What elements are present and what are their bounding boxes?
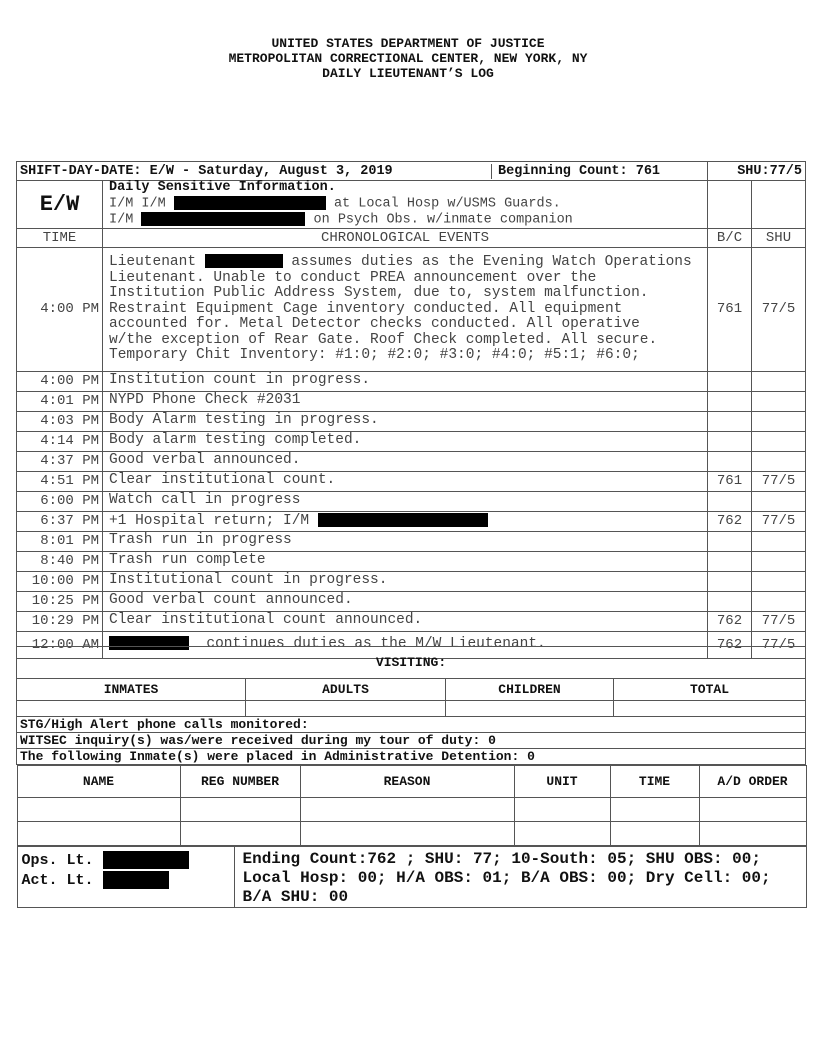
event-time-value: 8:40 PM (40, 553, 99, 570)
event-time-value: 4:37 PM (40, 453, 99, 470)
event-text-value: Body alarm testing completed. (109, 432, 362, 449)
event-text (103, 491, 708, 511)
ad-header-order: A/D ORDER (699, 766, 806, 798)
summary-row (17, 162, 806, 181)
agency-name: UNITED STATES DEPARTMENT OF JUSTICE (271, 36, 545, 51)
event-text-value: Watch call in progress (109, 492, 301, 509)
event-time (17, 551, 103, 571)
event-shu (752, 611, 806, 631)
event-time-value: 10:00 PM (31, 573, 99, 590)
event-bc: 761 (708, 247, 752, 371)
ad-row (17, 822, 806, 846)
redaction (205, 254, 283, 268)
event-text (103, 591, 708, 611)
event-text-value: Body Alarm testing in progress. (109, 412, 379, 429)
event-row (17, 511, 806, 531)
event-row (17, 591, 806, 611)
event-row (17, 451, 806, 471)
event-text-value: Good verbal announced. (109, 452, 301, 469)
event-bc (708, 591, 752, 611)
visiting-title: VISITING: (17, 647, 806, 679)
event-time-value: 4:03 PM (40, 413, 99, 430)
event-time (17, 391, 103, 411)
redaction (318, 513, 488, 527)
event-bc (708, 531, 752, 551)
event-shu: 77/5 (752, 247, 806, 371)
log-title: DAILY LIEUTENANT’S LOG (322, 66, 494, 81)
event-time-value: 6:00 PM (40, 493, 99, 510)
event-shu (752, 491, 806, 511)
sensitive-line2-suffix: on Psych Obs. w/inmate companion (313, 212, 573, 228)
event-bc (708, 431, 752, 451)
event-text (103, 247, 708, 371)
event-text-value: Trash run in progress (109, 532, 292, 549)
event-time-value: 4:00 PM (40, 373, 99, 390)
event-row (17, 247, 806, 371)
event-shu (752, 371, 806, 391)
col-shu: SHU (752, 228, 806, 247)
event-shu (752, 591, 806, 611)
event-time (17, 451, 103, 471)
event-bc (708, 551, 752, 571)
event-shu-value: 77/5 (761, 513, 796, 530)
log-table (16, 161, 806, 659)
event-shu (752, 431, 806, 451)
event-text (103, 531, 708, 551)
event-bc-value: 762 (716, 513, 743, 530)
event-text-line: Lieutenant. Unable to conduct PREA announcement over the (109, 269, 597, 286)
visiting-adults-cell (246, 701, 446, 717)
event-time (17, 611, 103, 631)
event-text (103, 431, 708, 451)
redaction (174, 196, 326, 210)
event-bc-value: 761 (716, 473, 743, 490)
event-time (17, 491, 103, 511)
event-bc (708, 371, 752, 391)
sensitive-line1-suffix: at Local Hosp w/USMS Guards. (333, 196, 561, 212)
event-text-line: w/the exception of Rear Gate. Roof Check completed. All secure. (109, 331, 658, 348)
ad-header-name: NAME (17, 766, 180, 798)
stg-note: STG/High Alert phone calls monitored: (17, 717, 806, 733)
ad-row (17, 798, 806, 822)
event-time-value: 12:00 AM (31, 636, 99, 653)
visiting-header-adults: ADULTS (246, 679, 446, 701)
event-bc (708, 391, 752, 411)
event-text (103, 511, 708, 531)
event-bc (708, 471, 752, 491)
event-shu-value: 77/5 (761, 613, 796, 630)
event-time (17, 571, 103, 591)
event-row (17, 471, 806, 491)
event-text-line: Restraint Equipment Cage inventory conducted. All equipment (109, 300, 623, 317)
event-time (17, 511, 103, 531)
event-text-value: Clear institutional count. (109, 472, 336, 489)
sensitive-line2-prefix: I/M (109, 212, 134, 228)
event-text-line: assumes duties as the Evening Watch Operations (291, 254, 692, 271)
event-text-value: Institution count in progress. (109, 372, 371, 389)
lower-section (16, 646, 806, 908)
event-bc-value: 762 (716, 613, 743, 630)
column-headers (17, 228, 806, 247)
event-bc (708, 491, 752, 511)
event-shu (752, 531, 806, 551)
visiting-total-cell (614, 701, 806, 717)
event-time (17, 411, 103, 431)
event-text-line: accounted for. Metal Detector checks conducted. All operative (109, 316, 640, 333)
event-time (17, 591, 103, 611)
event-text-line: Institution Public Address System, due to, system malfunction. (109, 285, 649, 302)
event-shu (752, 451, 806, 471)
ad-note: The following Inmate(s) were placed in Administrative Detention: 0 (17, 749, 806, 765)
event-text-line: Temporary Chit Inventory: #1:0; #2:0; #3:0; #4:0; #5:1; #6:0; (109, 347, 640, 364)
event-text (103, 451, 708, 471)
footer (17, 846, 807, 908)
event-shu-value: 77/5 (761, 636, 796, 653)
event-time-value: 10:29 PM (31, 613, 99, 630)
event-bc (708, 411, 752, 431)
col-events: CHRONOLOGICAL EVENTS (103, 228, 708, 247)
event-time-value: 8:01 PM (40, 533, 99, 550)
event-text (103, 611, 708, 631)
event-bc (708, 451, 752, 471)
ad-header-unit: UNIT (514, 766, 610, 798)
event-text-value: Trash run complete (109, 552, 266, 569)
shu-count: SHU:77/5 (708, 162, 806, 181)
event-text (103, 391, 708, 411)
event-text-value: +1 Hospital return; I/M (109, 512, 310, 529)
event-row (17, 371, 806, 391)
ad-header-reason: REASON (300, 766, 514, 798)
event-time (17, 431, 103, 451)
event-shu (752, 511, 806, 531)
act-lt-label: Act. Lt. (21, 872, 94, 889)
visiting-header-children: CHILDREN (446, 679, 614, 701)
event-shu (752, 571, 806, 591)
event-time: 4:00 PM (17, 247, 103, 371)
redaction (103, 871, 169, 889)
beginning-count: Beginning Count: 761 (498, 163, 661, 179)
redaction (141, 212, 305, 226)
event-row (17, 531, 806, 551)
event-time (17, 531, 103, 551)
event-row (17, 391, 806, 411)
sensitive-title: Daily Sensitive Information. (109, 180, 336, 195)
ad-header-reg: REG NUMBER (180, 766, 300, 798)
ad-header-time: TIME (610, 766, 699, 798)
event-text (103, 371, 708, 391)
visiting-header-total: TOTAL (614, 679, 806, 701)
event-row (17, 611, 806, 631)
event-row (17, 411, 806, 431)
col-time: TIME (17, 228, 103, 247)
event-time (17, 471, 103, 491)
event-row (17, 571, 806, 591)
facility-name: METROPOLITAN CORRECTIONAL CENTER, NEW YORK, NY (228, 51, 588, 66)
event-bc (708, 511, 752, 531)
event-time-value: 6:37 PM (40, 513, 99, 530)
event-time-value: 4:14 PM (40, 433, 99, 450)
event-text (103, 471, 708, 491)
col-bc: B/C (708, 228, 752, 247)
event-text (103, 571, 708, 591)
event-bc-value: 762 (716, 636, 743, 653)
sensitive-line1-prefix: I/M I/M (109, 196, 166, 212)
event-bc (708, 571, 752, 591)
event-text-value: continues duties as the M/W Lieutenant. (206, 636, 546, 653)
event-text (103, 411, 708, 431)
event-text-prefix: Lieutenant (109, 254, 197, 271)
event-row (17, 551, 806, 571)
event-shu (752, 551, 806, 571)
event-time-value: 4:01 PM (40, 393, 99, 410)
event-shu (752, 391, 806, 411)
event-time-value: 10:25 PM (31, 593, 99, 610)
event-shu-value: 77/5 (761, 473, 796, 490)
event-row (17, 431, 806, 451)
event-time (17, 371, 103, 391)
event-shu (752, 411, 806, 431)
event-shu (752, 471, 806, 491)
ops-lt-label: Ops. Lt. (21, 852, 94, 869)
shift-day-date: SHIFT-DAY-DATE: E/W - Saturday, August 3, 2019 (17, 164, 492, 179)
visiting-header-inmates: INMATES (17, 679, 246, 701)
visiting-children-cell (446, 701, 614, 717)
document-header (0, 36, 816, 81)
event-text-value: Good verbal count announced. (109, 592, 353, 609)
event-row (17, 491, 806, 511)
event-text-value: Clear institutional count announced. (109, 612, 423, 629)
sensitive-info-row (17, 181, 806, 229)
visiting-inmates-cell (17, 701, 246, 717)
event-text-value: NYPD Phone Check #2031 (109, 392, 301, 409)
ending-count-summary: Ending Count:762 ; SHU: 77; 10-South: 05; SHU OBS: 00; Local Hosp: 00; H/A OBS: 01; B/A OBS: 00; Dry Cell: 00; B/A SHU: 00 (234, 847, 806, 908)
shift-code: E/W (17, 181, 103, 229)
event-bc (708, 611, 752, 631)
event-text (103, 551, 708, 571)
ad-table (17, 765, 807, 846)
event-time-value: 4:51 PM (40, 473, 99, 490)
redaction (103, 851, 189, 869)
witsec-note: WITSEC inquiry(s) was/were received during my tour of duty: 0 (17, 733, 806, 749)
event-text-value: Institutional count in progress. (109, 572, 388, 589)
